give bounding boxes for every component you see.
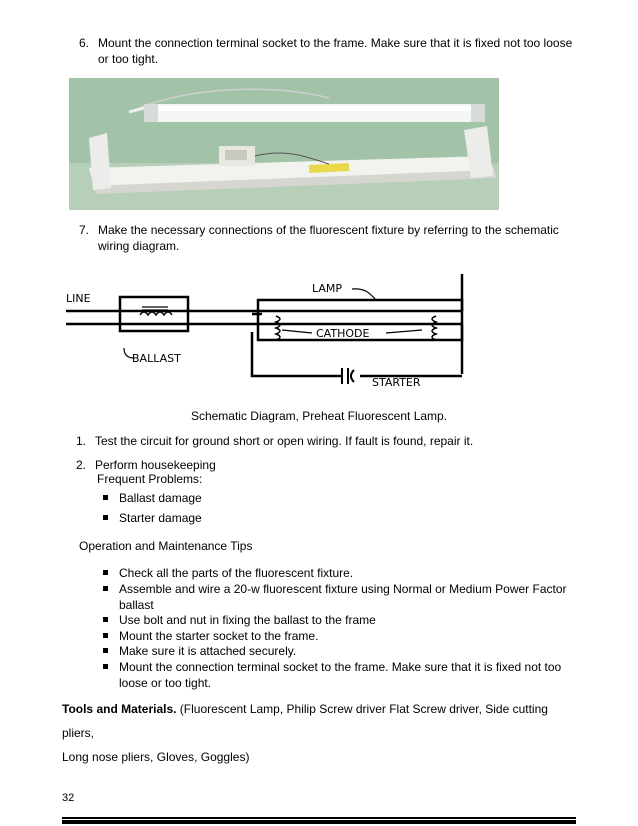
step-6 xyxy=(79,35,579,67)
bullet-icon xyxy=(103,648,108,653)
ballast-label: BALLAST xyxy=(132,352,181,365)
tip-text: Mount the starter socket to the frame. xyxy=(119,629,319,643)
frequent-problems-heading: Frequent Problems: xyxy=(97,472,203,486)
tip-text-continued: ballast xyxy=(119,598,154,612)
item-text: Perform housekeeping xyxy=(95,458,216,472)
tip-text: Assemble and wire a 20-w fluorescent fixture using Normal or Medium Power Factor xyxy=(119,582,567,596)
problem-item xyxy=(119,490,589,506)
tip-item xyxy=(119,612,589,628)
footer-divider xyxy=(62,817,576,819)
footer-divider-thick xyxy=(62,820,576,824)
item-number: 1. xyxy=(76,434,87,448)
bullet-icon xyxy=(103,515,108,520)
line-label: LINE xyxy=(66,292,91,305)
fluorescent-fixture-photo xyxy=(69,78,499,210)
tip-item xyxy=(119,659,589,691)
bullet-icon xyxy=(103,617,108,622)
step-text-line2: wiring diagram. xyxy=(98,239,180,253)
tools-and-materials xyxy=(62,697,582,769)
lamp-label: LAMP xyxy=(312,282,343,295)
tip-text: Make sure it is attached securely. xyxy=(119,644,297,658)
tip-text: Use bolt and nut in fixing the ballast to the frame xyxy=(119,613,376,627)
schematic-wiring-svg xyxy=(64,270,476,400)
step-number: 6. xyxy=(79,36,90,50)
problem-item xyxy=(119,510,589,526)
step-text-line2: or too tight. xyxy=(98,52,159,66)
tools-text-line2: Long nose pliers, Gloves, Goggles) xyxy=(62,750,250,764)
tools-text-line1: (Fluorescent Lamp, Philip Screw driver Flat Screw driver, Side cutting pliers, xyxy=(62,702,548,740)
step-text-line1: Make the necessary connections of the fluorescent fixture by referring to the schematic xyxy=(98,223,559,237)
tip-text-continued: loose or too tight. xyxy=(119,676,212,690)
step-number: 7. xyxy=(79,223,90,237)
item-number: 2. xyxy=(76,458,87,472)
tip-item xyxy=(119,565,589,581)
page-number: 32 xyxy=(62,792,75,804)
tip-item xyxy=(119,628,589,644)
bullet-icon xyxy=(103,633,108,638)
bullet-icon xyxy=(103,570,108,575)
tools-label: Tools and Materials. xyxy=(62,702,177,716)
step-text-line1: Mount the connection terminal socket to the frame. Make sure that it is fixed not too loose xyxy=(98,36,573,50)
fixture-photo-illustration xyxy=(69,78,499,210)
numbered-item-1 xyxy=(76,433,596,449)
problem-text: Ballast damage xyxy=(119,491,202,505)
bullet-icon xyxy=(103,495,108,500)
schematic-diagram xyxy=(64,270,476,400)
diagram-caption: Schematic Diagram, Preheat Fluorescent Lamp. xyxy=(190,409,448,423)
bullet-icon xyxy=(103,586,108,591)
problem-text: Starter damage xyxy=(119,511,202,525)
tip-item xyxy=(119,643,589,659)
step-7 xyxy=(79,222,579,254)
cathode-label: CATHODE xyxy=(316,327,370,340)
operation-heading: Operation and Maintenance Tips xyxy=(79,539,253,553)
tip-item xyxy=(119,581,589,613)
tip-text: Check all the parts of the fluorescent fixture. xyxy=(119,566,354,580)
bullet-icon xyxy=(103,664,108,669)
tip-text: Mount the connection terminal socket to the frame. Make sure that it is fixed not too xyxy=(119,660,562,674)
starter-label: STARTER xyxy=(372,376,421,389)
item-text: Test the circuit for ground short or open wiring. If fault is found, repair it. xyxy=(95,434,474,448)
